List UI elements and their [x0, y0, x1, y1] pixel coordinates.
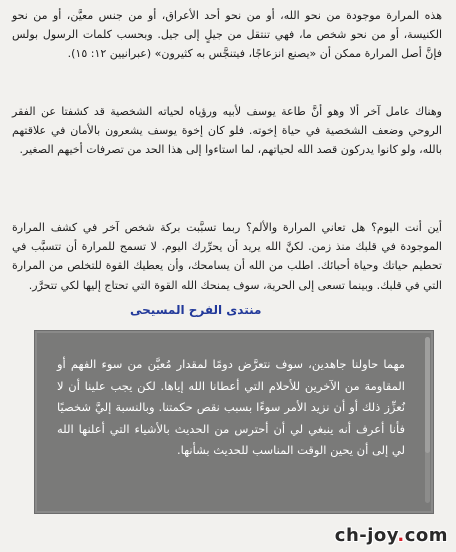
- watermark-dot: .: [397, 525, 405, 546]
- scrollbar-thumb[interactable]: [425, 337, 430, 453]
- quote-box: [34, 330, 434, 514]
- paragraph-2: وهناك عامل آخر ألا وهو أنَّ طاعة يوسف لأبيه ورؤياه لحياته الشخصية قد كشفتا عن الفقر الروحي وضعف الشخصية في حياة إخوته. فلو كان إخوة يوسف يشعرون بالأمان في علاقتهم بالله، ولو كانوا يدركون قصد الله لحياتهم، لما استاءوا إلى هذا الحد من تصرفات أخيهم الصغير.: [12, 105, 442, 157]
- paragraph-1: هذه المرارة موجودة من نحو الله، أو من نحو أحد الأعراق، أو من جنس معيَّن، أو من نحو الكنيسة، أو من نحو شخص ما، فهي تنتقل من جيلٍ إلى جيل. وبحسب كلمات الرسول بولس فإنَّ أصل المرارة ممكن أن «يصنع انزعاجًا، فيتنجَّس به كثيرون» (عبرانيين ١٢: ١٥).: [12, 9, 442, 61]
- quote-text: مهما حاولنا جاهدين، سوف نتعرَّض دومًا لمقدار مُعيَّن من سوء الفهم أو المقاومة من الآخرين للأحلام التي أعطانا الله إياها. لكن يجب علينا أن لا نُعزِّز ذلك أو أن نزيد الأمر سوءًا بسبب نقص حكمتنا. وبالنسبة إليَّ شخصيًا فأنا أعرف أنه ينبغي لي أن أحترس من الحديث بالأشياء التي أعلنها الله لي إلى أن يحين الوقت المناسب للحديث بشأنها.: [57, 357, 405, 457]
- quote-scrollbar[interactable]: [425, 337, 430, 503]
- watermark-suffix: com: [404, 525, 448, 546]
- site-watermark: [335, 525, 448, 546]
- watermark-prefix: ch-joy: [334, 525, 398, 546]
- forum-signature: منتدى الفرح المسيحى: [130, 303, 262, 317]
- paragraph-3: أين أنت اليوم؟ هل تعاني المرارة والألم؟ ربما تسبَّبت بركة شخص آخر في كشف المرارة الموجودة في قلبك منذ زمن. لكنَّ الله يريد أن يحرِّرك اليوم. لا تسمح للمرارة أن تتسبَّب في تحطيم حياتك وحياة أحبائك. اطلب من الله أن يسامحك، وأن يعطيك القوة للتخلص من المرارة التي في قلبك. وبينما تسعى إلى الحرية، سوف يمنحك الله القوة التي تحتاج إليها لكي تتحرَّر.: [12, 221, 442, 292]
